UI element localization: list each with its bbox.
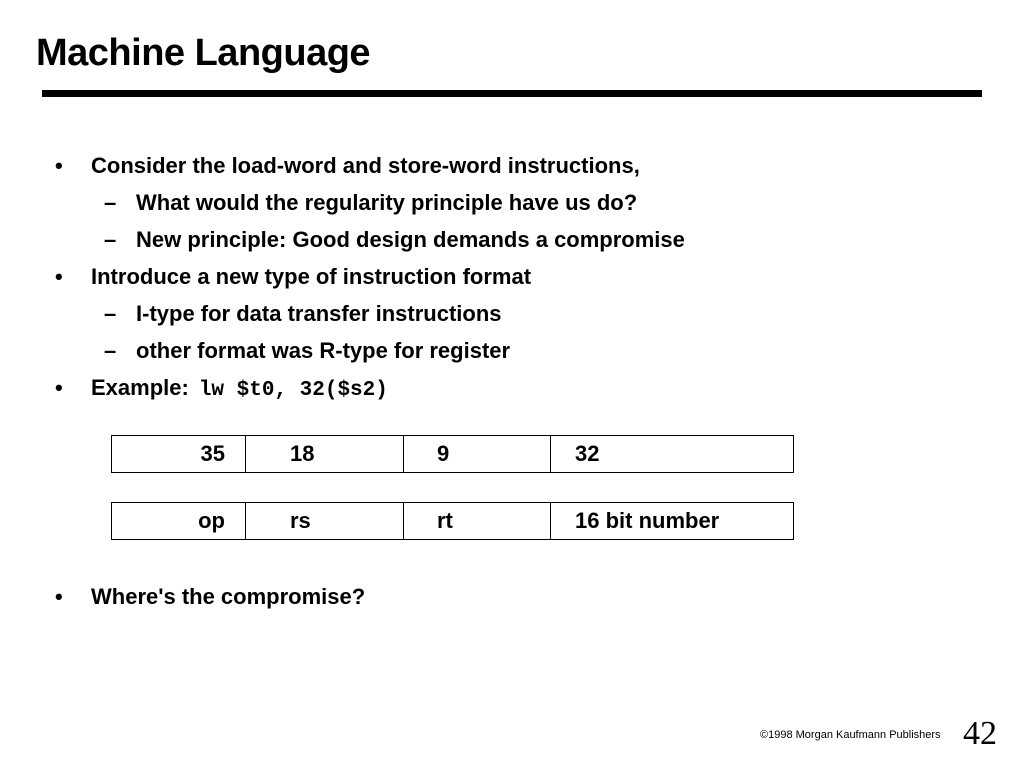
sub-bullet-text: What would the regularity principle have us do? xyxy=(136,190,638,215)
example-line xyxy=(91,374,388,405)
dash-marker: – xyxy=(104,190,117,215)
table-row xyxy=(112,436,794,473)
op-value-cell: 35 xyxy=(112,436,246,473)
footer-text: 1998 Morgan Kaufmann Publishers xyxy=(768,729,941,741)
bullet-text: Where's the compromise? xyxy=(91,584,366,609)
bullet-text: Introduce a new type of instruction format xyxy=(91,264,532,289)
immediate-field-cell: 16 bit number xyxy=(551,503,794,540)
immediate-value-cell: 32 xyxy=(551,436,794,473)
op-field-cell: op xyxy=(112,503,246,540)
rt-field-cell: rt xyxy=(404,503,551,540)
instruction-values-table xyxy=(111,435,794,473)
page-number: 42 xyxy=(963,715,997,752)
bullet-marker: • xyxy=(55,375,63,400)
sub-bullet-text: I-type for data transfer instructions xyxy=(136,301,502,326)
rt-value-cell: 9 xyxy=(404,436,551,473)
instruction-fields-table xyxy=(111,502,794,540)
rs-value-cell: 18 xyxy=(246,436,404,473)
bullet-marker: • xyxy=(55,264,63,289)
sub-bullet-text: other format was R-type for register xyxy=(136,338,511,363)
bullet-text: Consider the load-word and store-word instructions, xyxy=(91,153,640,178)
slide-title: Machine Language xyxy=(36,32,371,74)
dash-marker: – xyxy=(104,301,117,326)
copyright-footer xyxy=(760,728,941,742)
example-label: Example: xyxy=(91,375,189,400)
bullet-marker: • xyxy=(55,584,63,609)
rs-field-cell: rs xyxy=(246,503,404,540)
dash-marker: – xyxy=(104,227,117,252)
title-divider xyxy=(42,90,982,97)
sub-bullet-text: New principle: Good design demands a compromise xyxy=(136,227,685,252)
bullet-marker: • xyxy=(55,153,63,178)
dash-marker: – xyxy=(104,338,117,363)
table-row xyxy=(112,503,794,540)
copyright-icon: © xyxy=(760,729,769,741)
example-code: lw $t0, 32($s2) xyxy=(198,379,388,402)
